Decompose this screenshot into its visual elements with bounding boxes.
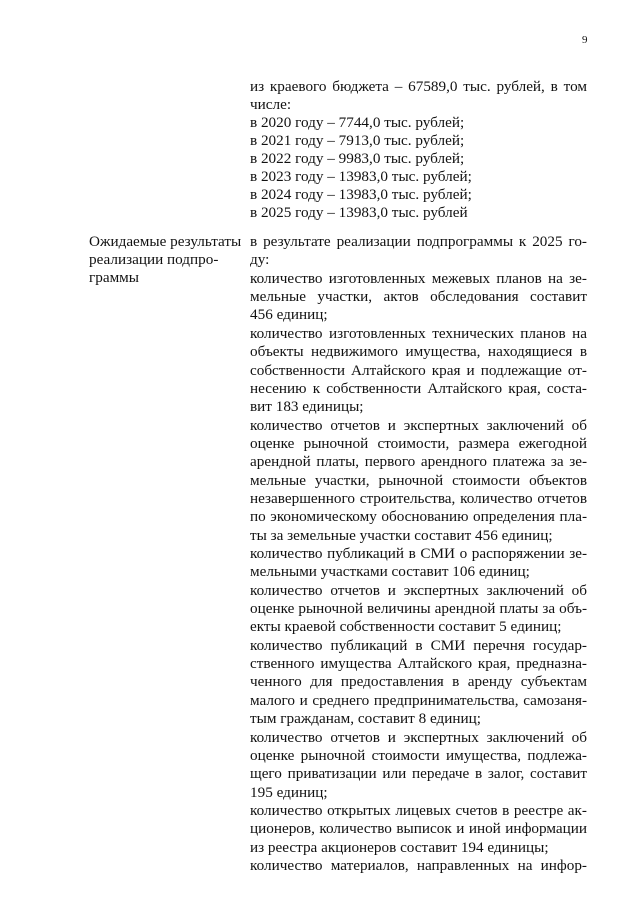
result-line: количество публикаций в СМИ перечня государ- (250, 636, 587, 654)
result-line: количество открытых лицевых счетов в реестре ак- (250, 801, 587, 819)
result-line: щего приватизации или передаче в залог, составит (250, 765, 587, 783)
budget-line: числе: (250, 96, 292, 113)
budget-line: в 2021 году – 7913,0 тыс. рублей; (250, 132, 465, 149)
result-line: оценке рыночной стоимости имущества, подлежа- (250, 746, 587, 764)
result-line: мельными участками составит 106 единиц; (250, 563, 530, 581)
budget-line: из краевого бюджета – 67589,0 тыс. рублей, в том (250, 78, 587, 95)
result-line: екты краевой собственности составит 5 единиц; (250, 618, 562, 636)
result-line: ты за земельные участки составит 456 единиц; (250, 526, 553, 544)
result-line: 195 единиц; (250, 783, 328, 801)
result-line: незавершенного строительства, количество отчетов (250, 489, 587, 507)
label-line: реализации подпро- (89, 251, 219, 268)
page-number: 9 (582, 34, 588, 46)
budget-line: в 2022 году – 9983,0 тыс. рублей; (250, 150, 465, 167)
result-line: количество отчетов и экспертных заключений об (250, 581, 587, 599)
result-line: ционеров, количество выписок и иной информации (250, 820, 587, 838)
result-line: ченного для предоставления в аренду субъектам (250, 673, 587, 691)
result-line: арендной платы, первого арендного платежа за зе- (250, 453, 587, 471)
label-line: Ожидаемые результаты (89, 233, 242, 250)
budget-line: в 2025 году – 13983,0 тыс. рублей (250, 204, 468, 221)
result-line: объекты недвижимого имущества, находящиеся в (250, 343, 587, 361)
result-line: оценке рыночной стоимости, размера ежегодной (250, 434, 587, 452)
result-line: в результате реализации подпрограммы к 2025 го- (250, 233, 587, 250)
result-line: несению к собственности Алтайского края, соста- (250, 379, 587, 397)
result-line: тым гражданам, составит 8 единиц; (250, 710, 481, 728)
result-line: количество отчетов и экспертных заключений об (250, 728, 587, 746)
result-line: мельные участки, рыночной стоимости объектов (250, 471, 587, 489)
result-line: вит 183 единицы; (250, 398, 364, 416)
result-line: количество публикаций в СМИ о распоряжении зе- (250, 545, 587, 562)
result-line: по экономическому обоснованию определения пла- (250, 508, 587, 526)
label-line: граммы (89, 269, 139, 286)
result-line: количество изготовленных технических планов на (250, 324, 587, 342)
budget-line: в 2024 году – 13983,0 тыс. рублей; (250, 186, 472, 203)
result-line: количество отчетов и экспертных заключений об (250, 416, 587, 434)
result-line: собственности Алтайского края и подлежащие от- (250, 361, 587, 379)
result-line: из реестра акционеров составит 194 единицы; (250, 838, 549, 856)
budget-line: в 2023 году – 13983,0 тыс. рублей; (250, 168, 472, 185)
result-line: количество изготовленных межевых планов на зе- (250, 269, 587, 287)
result-line: малого и среднего предпринимательства, самозаня- (250, 691, 587, 709)
budget-line: в 2020 году – 7744,0 тыс. рублей; (250, 114, 465, 131)
result-line: мельные участки, актов обследования составит (250, 288, 587, 306)
result-line: количество материалов, направленных на инфор- (250, 856, 587, 874)
result-line: 456 единиц; (250, 306, 328, 324)
result-line: ственного имущества Алтайского края, предназна- (250, 655, 587, 672)
result-line: ду: (250, 251, 270, 269)
result-line: оценке рыночной величины арендной платы за объ- (250, 600, 587, 617)
